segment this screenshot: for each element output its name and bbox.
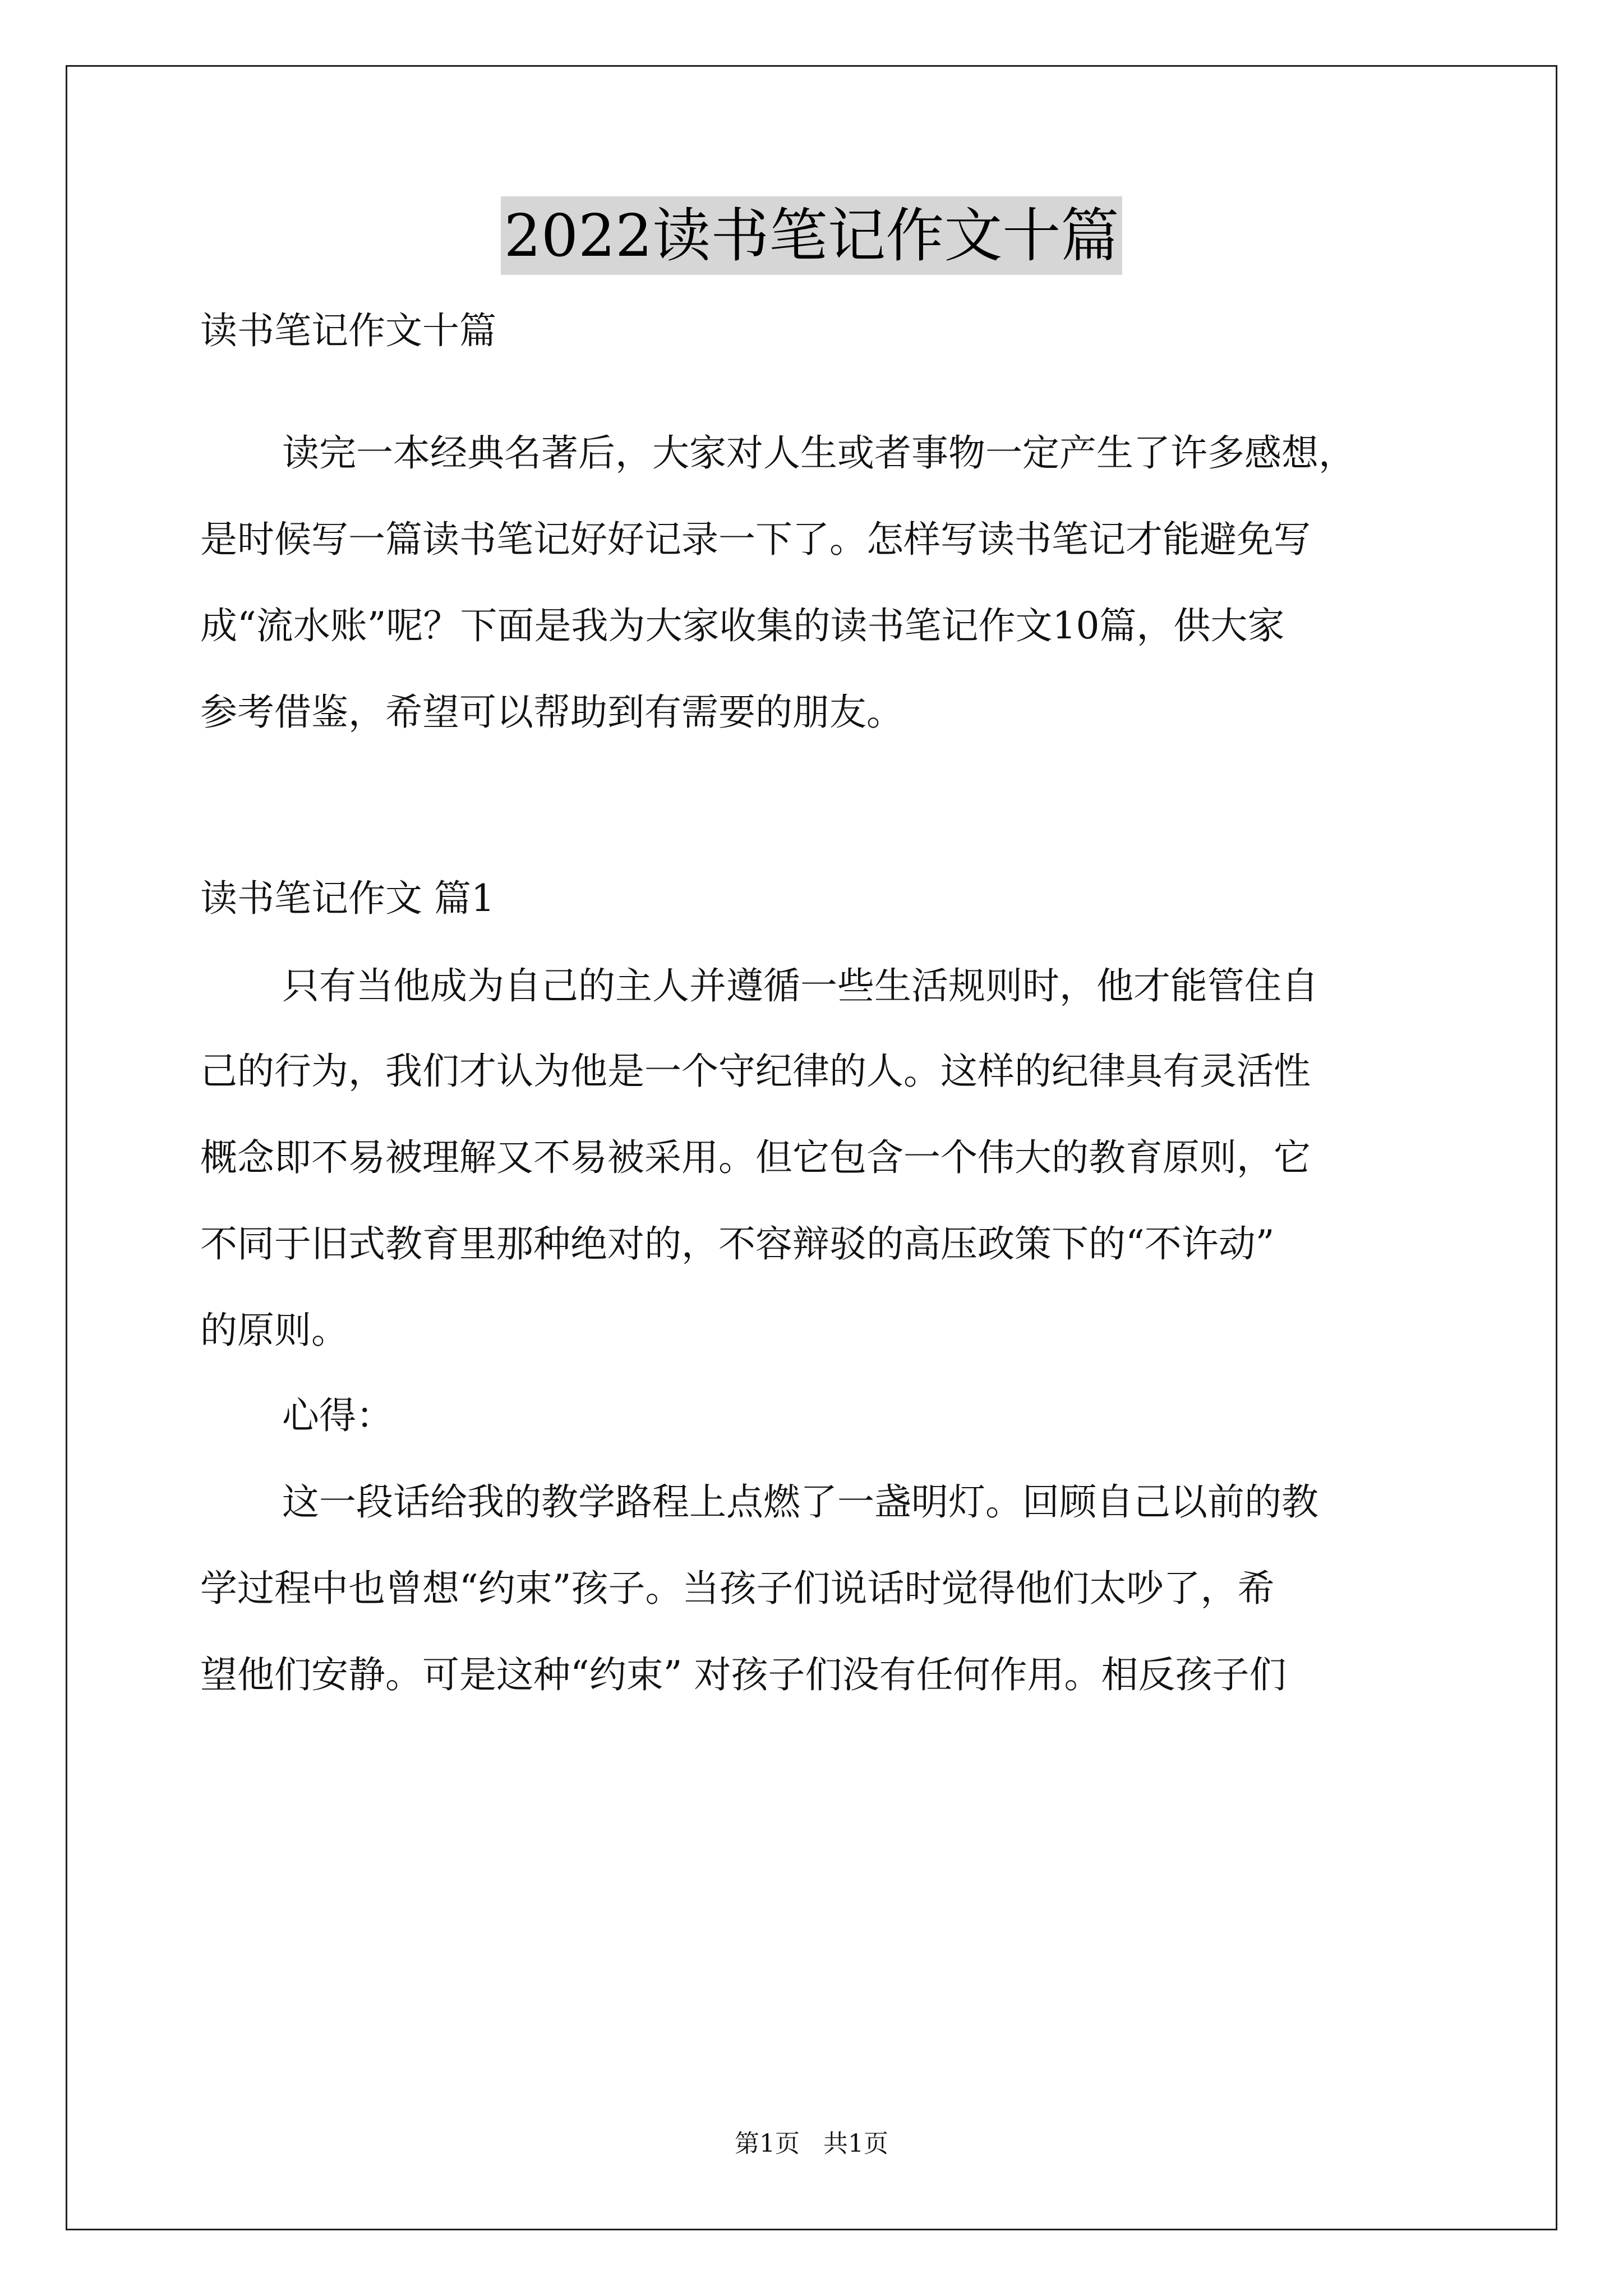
intro-line-1: 读完一本经典名著后，大家对人生或者事物一定产生了许多感想， [282,431,1355,475]
reflection-label: 心得： [282,1394,393,1437]
quote-line-1: 只有当他成为自己的主人并遵循一些生活规则时，他才能管住自 [282,964,1318,1007]
reflection-line-1: 这一段话给我的教学路程上点燃了一盏明灯。回顾自己以前的教 [282,1480,1318,1524]
quote-line-2: 己的行为，我们才认为他是一个守纪律的人。这样的纪律具有灵活性 [200,1050,1311,1093]
quote-line-4: 不同于旧式教育里那种绝对的，不容辩驳的高压政策下的“不许动” [200,1222,1275,1266]
page-number: 第1页 共1页 [735,2129,888,2158]
intro-line-3: 成“流水账”呢？下面是我为大家收集的读书笔记作文10篇，供大家 [200,604,1285,647]
quote-line-3: 概念即不易被理解又不易被采用。但它包含一个伟大的教育原则，它 [200,1136,1311,1179]
intro-line-4: 参考借鉴，希望可以帮助到有需要的朋友。 [200,691,903,734]
document-title: 2022读书笔记作文十篇 [501,196,1123,275]
reflection-line-2: 学过程中也曾想“约束”孩子。当孩子们说话时觉得他们太吵了，希 [200,1567,1275,1610]
section-heading: 读书笔记作文 篇1 [200,877,495,920]
subtitle: 读书笔记作文十篇 [200,309,496,352]
reflection-line-3: 望他们安静。可是这种“约束” 对孩子们没有任何作用。相反孩子们 [200,1653,1287,1696]
page-footer [0,2123,1623,2159]
intro-line-2: 是时候写一篇读书笔记好好记录一下了。怎样写读书笔记才能避免写 [200,518,1311,561]
title-container [0,196,1623,275]
quote-line-5: 的原则。 [200,1309,348,1352]
